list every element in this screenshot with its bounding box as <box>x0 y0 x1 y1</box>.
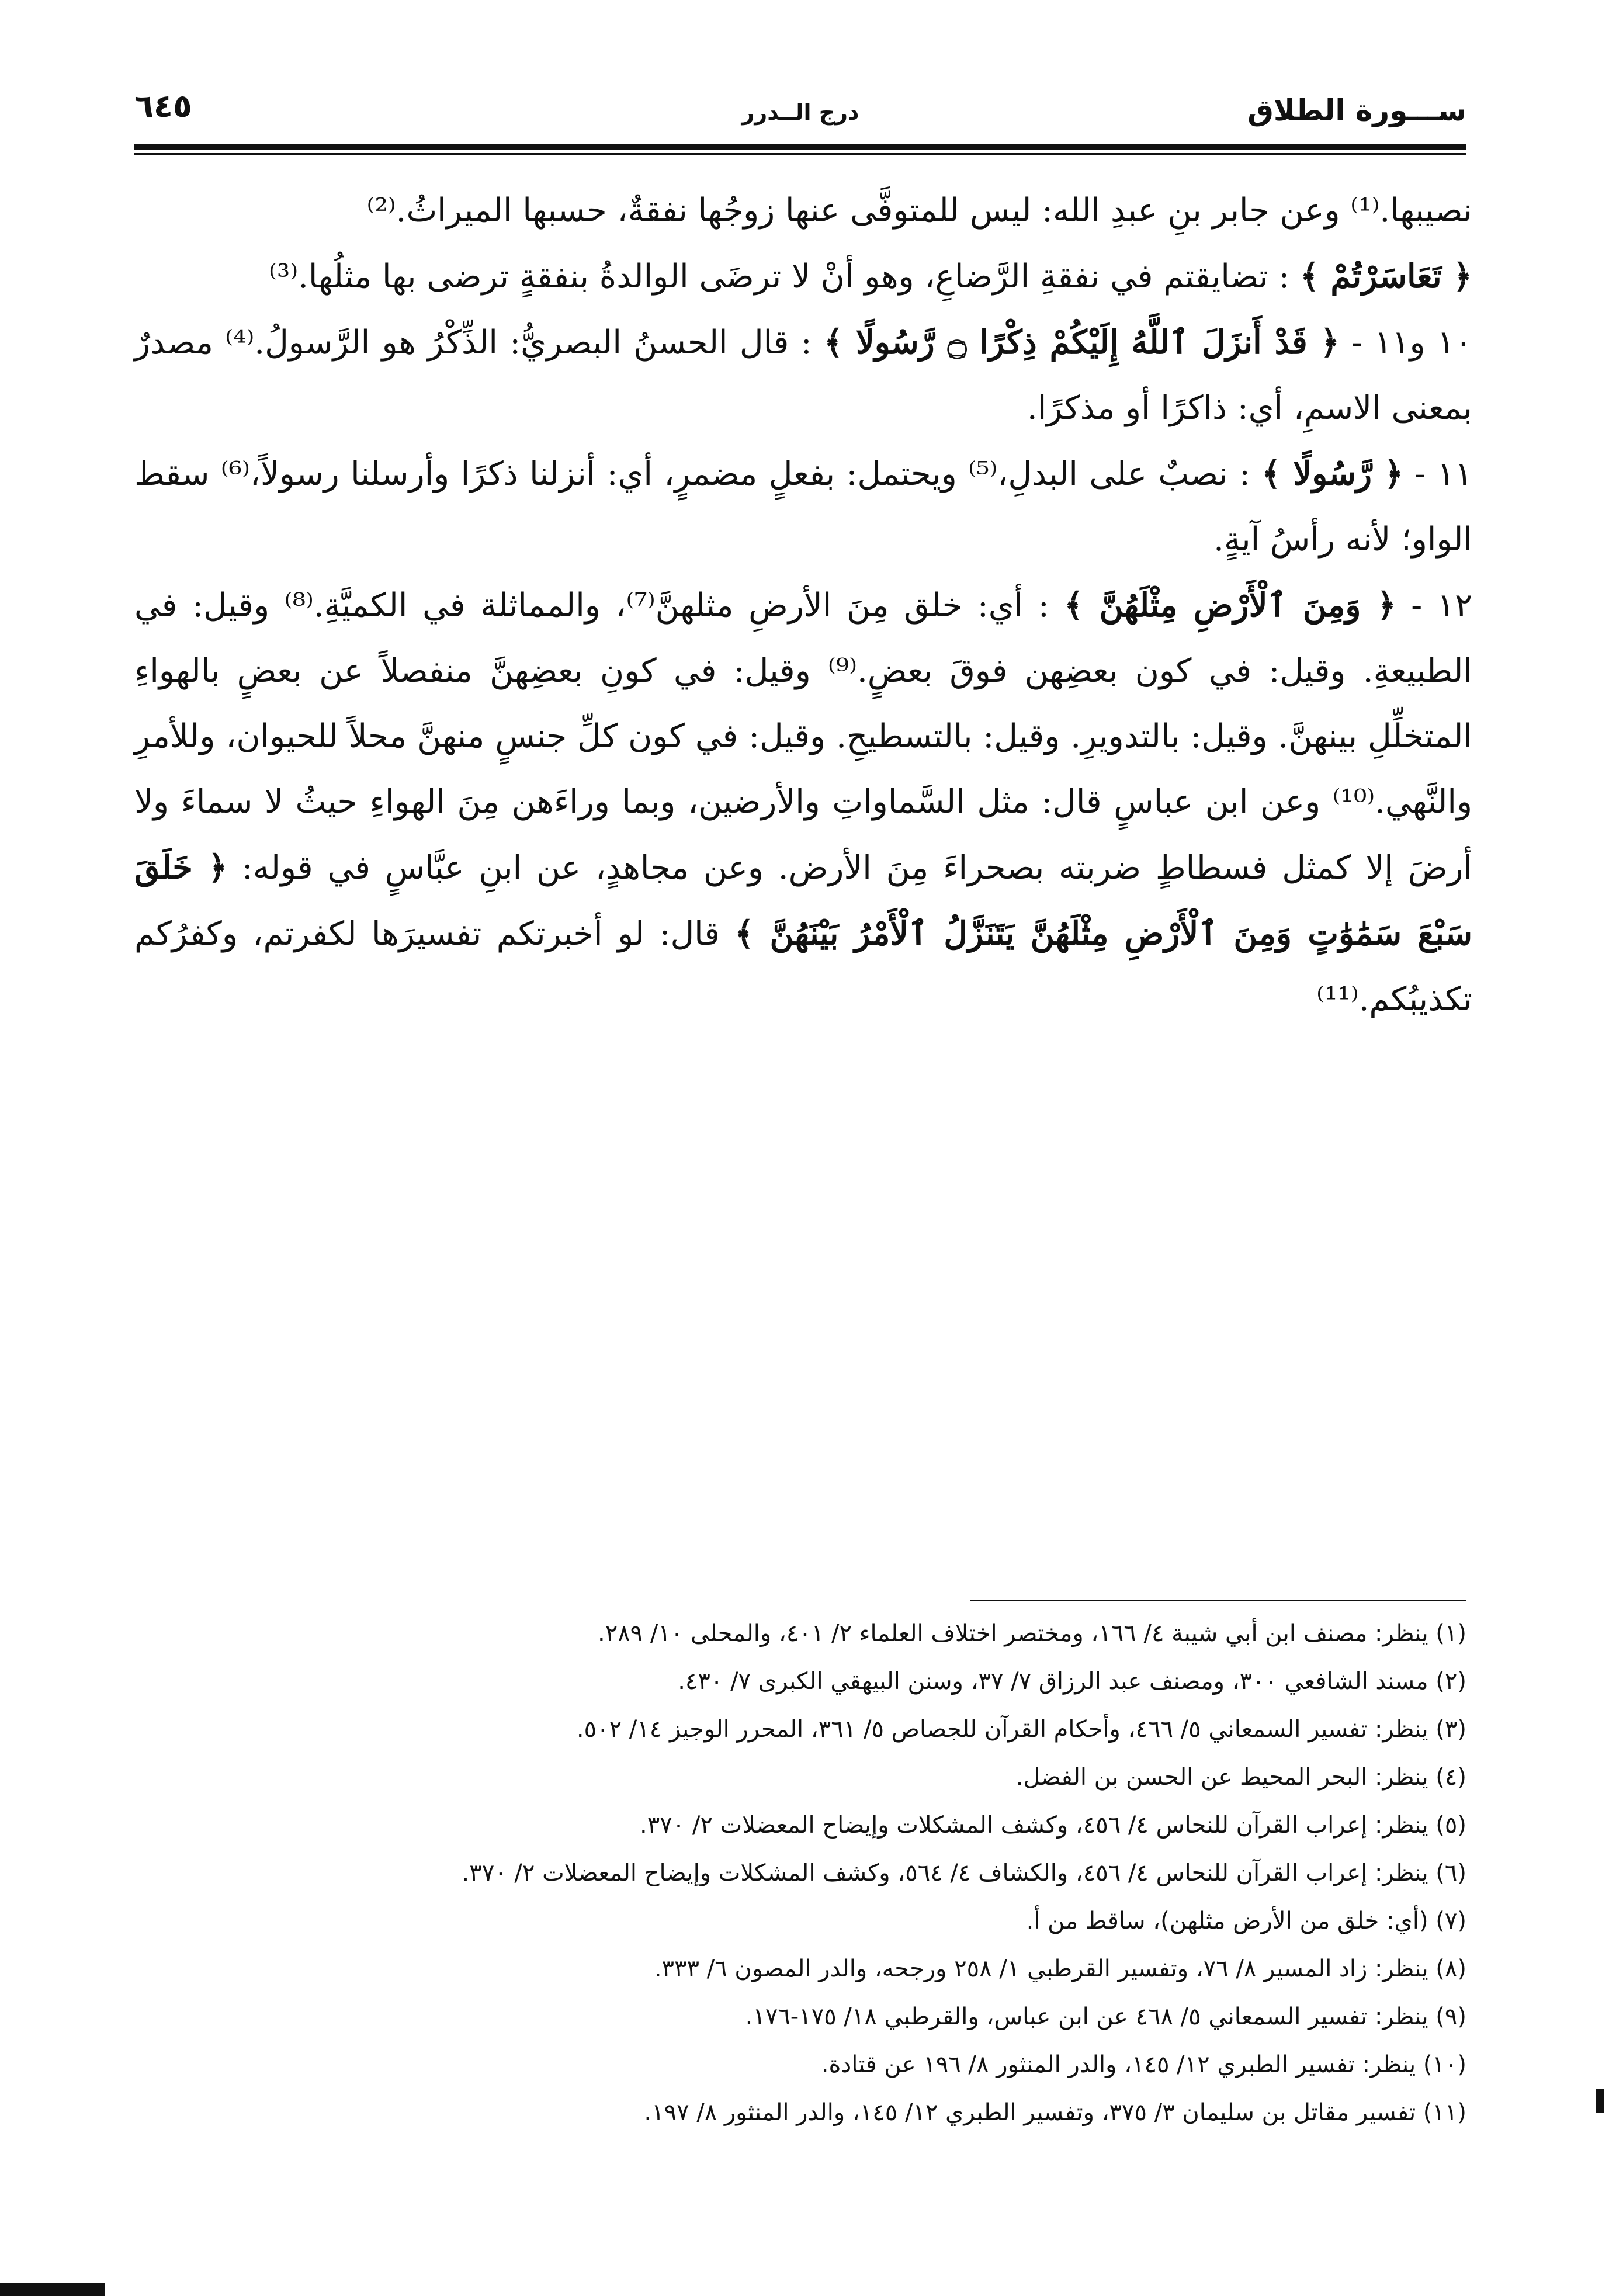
scan-edge-bar <box>0 2283 105 2296</box>
footnote: (١١) تفسير مقاتل بن سليمان ٣/ ٣٧٥، وتفسير الطبري ١٢/ ١٤٥، والدر المنثور ٨/ ١٩٧. <box>644 2099 1466 2126</box>
book-title: درج الــدرر <box>741 99 859 125</box>
paragraph-1 <box>134 178 1472 244</box>
header-rule-thick <box>134 144 1466 150</box>
paragraph-2 <box>134 244 1472 310</box>
quran-quote: ﴿ تَعَاسَرْتُمْ ﴾ <box>1300 257 1472 296</box>
surah-title: ســـورة الطلاق <box>1247 93 1466 127</box>
footnote: (٥) ينظر: إعراب القرآن للنحاس ٤/ ٤٥٦، وكشف المشكلات وإيضاح المعضلات ٢/ ٣٧٠. <box>640 1812 1466 1839</box>
footnote: (٨) ينظر: زاد المسير ٨/ ٧٦، وتفسير القرطبي ١/ ٢٥٨ ورجحه، والدر المصون ٦/ ٣٣٣. <box>654 1955 1466 1982</box>
paragraph-2-text: : تضايقتم في نفقةِ الرَّضاعِ، وهو أنْ لا ترضَى الوالدةُ بنفقةٍ ترضى بها مثلُها.⁽³⁾ <box>269 258 1301 296</box>
footnote: (٣) ينظر: تفسير السمعاني ٥/ ٤٦٦، وأحكام القرآن للجصاص ٥/ ٣٦١، المحرر الوجيز ١٤/ ٥٠٢. <box>576 1716 1466 1743</box>
paragraph-3-text: : قال الحسنُ البصريُّ: الذِّكْرُ هو الرَّسولُ.⁽⁴⁾ مصدرٌ بمعنى الاسمِ، أي: ذاكرًا أو مذكرًا. <box>134 324 1472 427</box>
main-text <box>134 178 1472 1032</box>
paragraph-4-text: : نصبٌ على البدلِ،⁽⁵⁾ ويحتمل: بفعلٍ مضمرٍ، أي: أنزلنا ذكرًا وأرسلنا رسولاً،⁽⁶⁾ سقط الواو؛ لأنه رأسُ آيةٍ. <box>134 455 1472 559</box>
paragraph-3 <box>134 310 1472 441</box>
quran-quote: ﴿ وَمِنَ ٱلْأَرْضِ مِثْلَهُنَّ ﴾ <box>1064 586 1396 625</box>
paragraph-1-text: نصيبها.⁽¹⁾ وعن جابر بنِ عبدِ الله: ليس للمتوفَّى عنها زوجُها نفقةٌ، حسبها الميراثُ.⁽²⁾ <box>366 192 1472 230</box>
header-rule-thin <box>134 153 1466 155</box>
paragraph-5-text: : أي: خلق مِنَ الأرضِ مثلهنَّ⁽⁷⁾، والمماثلة في الكميَّةِ.⁽⁸⁾ وقيل: في الطبيعةِ. وقيل: في كون بعضِهن فوقَ بعضٍ.⁽⁹⁾ وقيل: في كونِ بعضِهنَّ منفصلاً عن بعضٍ بالهواءِ المتخلِّلِ بينهنَّ. وقيل: بالتدويرِ. وقيل: بالتسطيحِ. وقيل: في كون كلِّ جنسٍ منهنَّ محلاً للحيوان، وللأمرِ والنَّهي.⁽¹⁰⁾ وعن ابن عباسٍ قال: مثل السَّماواتِ والأرضين، وبما وراءَهن مِنَ الهواءِ حيثُ لا سماءَ ولا أرضَ إلا كمثل فسطاطٍ ضربته بصحراءَ مِنَ الأرض. وعن مجاهدٍ، عن ابنِ عبَّاسٍ في قوله: <box>134 587 1472 887</box>
verse-number: ١٢ - <box>1396 587 1473 625</box>
running-header <box>134 88 1466 140</box>
quran-quote: ﴿ رَّسُولًا ﴾ <box>1261 455 1404 493</box>
paragraph-4 <box>134 441 1472 573</box>
page-number: ٦٤٥ <box>134 88 192 124</box>
quran-quote: ﴿ قَدْ أَنزَلَ ٱللَّهُ إِلَيْكُمْ ذِكْرًا ۝ رَّسُولًا ﴾ <box>824 323 1340 362</box>
quran-quote: ﴿ خَلَقَ سَبْعَ سَمَٰوَٰتٍ وَمِنَ ٱلْأَرْضِ مِثْلَهُنَّ يَتَنَزَّلُ ٱلْأَمْرُ بَيْنَهُنَّ ﴾ <box>134 848 1473 953</box>
footnote: (١) ينظر: مصنف ابن أبي شيبة ٤/ ١٦٦، ومختصر اختلاف العلماء ٢/ ٤٠١، والمحلى ١٠/ ٢٨٩. <box>597 1620 1466 1647</box>
footnote: (٧) (أي: خلق من الأرض مثلهن)، ساقط من أ. <box>1026 1907 1466 1934</box>
footnote: (٤) ينظر: البحر المحيط عن الحسن بن الفضل. <box>1015 1764 1466 1791</box>
footnotes <box>134 1610 1466 2137</box>
verse-number: ١٠ و١١ - <box>1339 324 1472 362</box>
verse-number: ١١ - <box>1403 455 1473 493</box>
footnote-separator <box>970 1600 1466 1601</box>
paragraph-5-text-end: قال: لو أخبرتكم تفسيرَها لكفرتم، وكفرُكم تكذيبُكم.⁽¹¹⁾ <box>134 915 1472 1018</box>
footnote: (٦) ينظر: إعراب القرآن للنحاس ٤/ ٤٥٦، والكشاف ٤/ ٥٦٤، وكشف المشكلات وإيضاح المعضلات ٢/ ٣٧٠. <box>462 1860 1466 1886</box>
footnote: (١٠) ينظر: تفسير الطبري ١٢/ ١٤٥، والدر المنثور ٨/ ١٩٦ عن قتادة. <box>821 2051 1466 2078</box>
paragraph-5 <box>134 573 1472 1032</box>
footnote: (٢) مسند الشافعي ٣٠٠، ومصنف عبد الرزاق ٧/ ٣٧، وسنن البيهقي الكبرى ٧/ ٤٣٠. <box>678 1668 1466 1695</box>
footnote: (٩) ينظر: تفسير السمعاني ٥/ ٤٦٨ عن ابن عباس، والقرطبي ١٨/ ١٧٥-١٧٦. <box>745 2003 1466 2030</box>
margin-mark <box>1596 2089 1604 2113</box>
